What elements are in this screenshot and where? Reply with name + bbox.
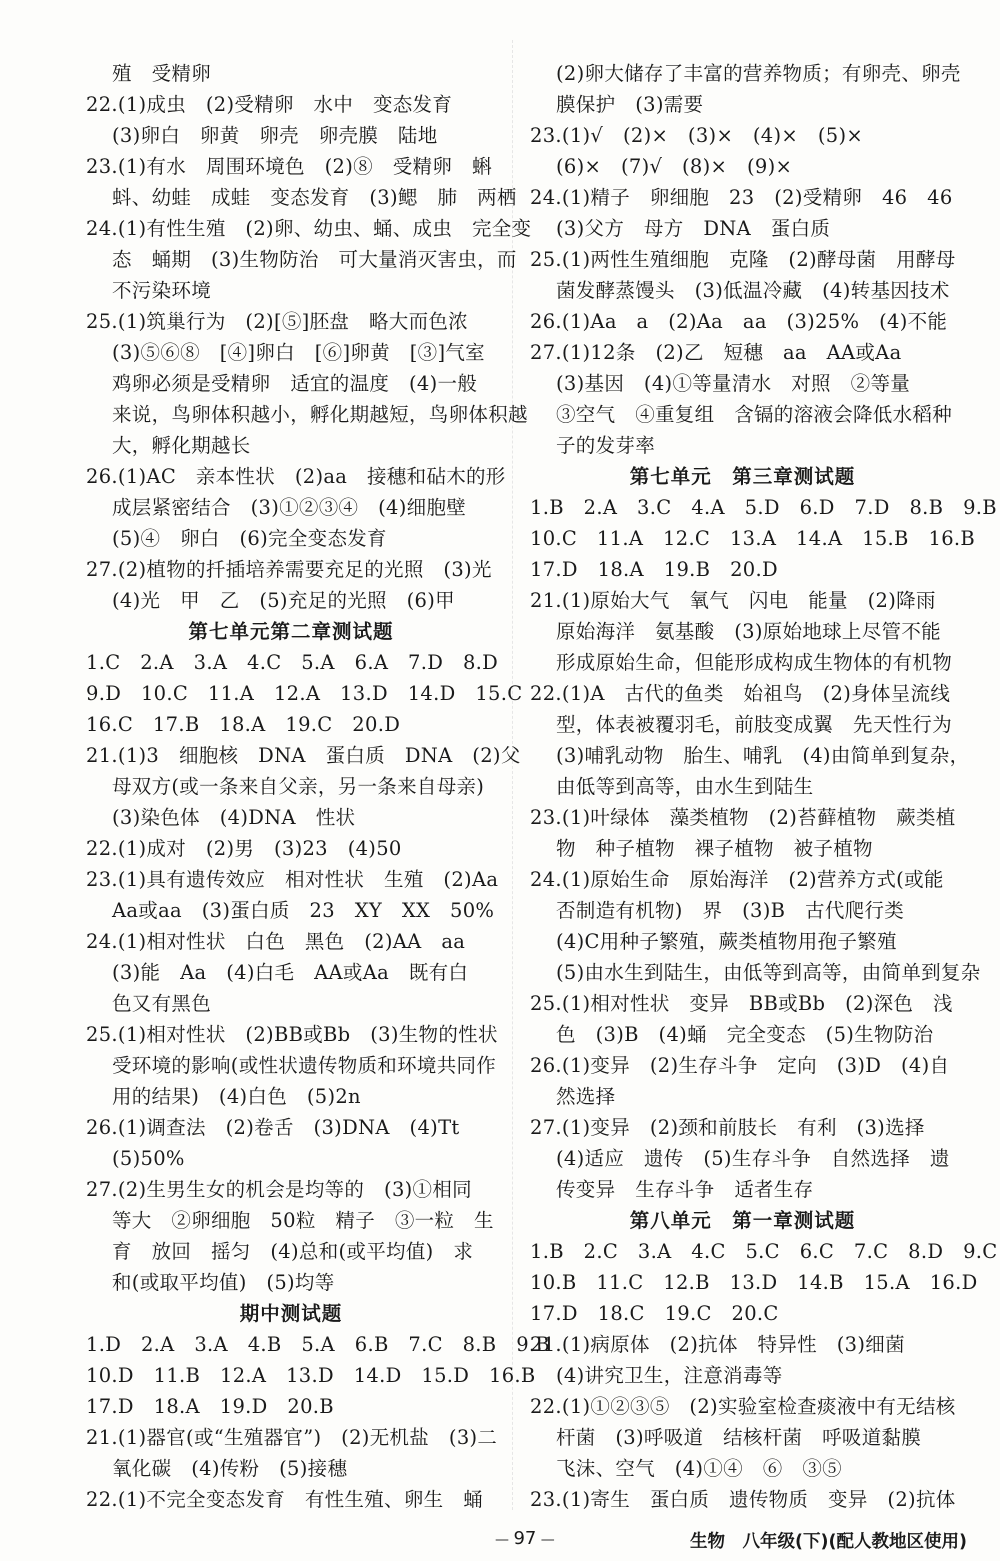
- answer-line: 17.D 18.A 19.D 20.B: [86, 1395, 334, 1418]
- section-heading: 期中测试题: [239, 1302, 343, 1325]
- answer-line: 21.(1)病原体 (2)抗体 特异性 (3)细菌: [530, 1333, 905, 1356]
- answer-line: (2)卵大储存了丰富的营养物质；有卵壳、卵壳: [556, 62, 961, 85]
- answer-line: 否制造有机物) 界 (3)B 古代爬行类: [556, 899, 905, 922]
- answer-line: ③空气 ④重复组 含镉的溶液会降低水稻种: [556, 403, 953, 426]
- answer-line: 10.D 11.B 12.A 13.D 14.D 15.D 16.B: [86, 1364, 536, 1387]
- answer-line: (3)⑤⑥⑧ [④]卵白 [⑥]卵黄 [③]气室: [112, 341, 485, 364]
- answer-line: (4)适应 遗传 (5)生存斗争 自然选择 遗: [556, 1147, 950, 1170]
- answer-line: (3)哺乳动物 胎生、哺乳 (4)由简单到复杂，: [556, 744, 970, 767]
- answer-line: 鸡卵必须是受精卵 适宜的温度 (4)一般: [112, 372, 478, 395]
- answer-line: 不污染环境: [112, 279, 212, 302]
- answer-line: 菌发酵蒸馒头 (3)低温冷藏 (4)转基因技术: [556, 279, 950, 302]
- answer-line: 9.D 10.C 11.A 12.A 13.D 14.D 15.C: [86, 682, 523, 705]
- answer-line: 大，孵化期越长: [112, 434, 251, 457]
- answer-line: 杆菌 (3)呼吸道 结核杆菌 呼吸道黏膜: [556, 1426, 922, 1449]
- answer-line: (3)卵白 卵黄 卵壳 卵壳膜 陆地: [112, 124, 438, 147]
- answer-line: (4)光 甲 乙 (5)充足的光照 (6)甲: [112, 589, 455, 612]
- answer-line: 23.(1)√ (2)× (3)× (4)× (5)×: [530, 124, 864, 147]
- answer-line: 蚪、幼蛙 成蛙 变态发育 (3)鳃 肺 两栖: [112, 186, 517, 209]
- answer-line: 27.(2)植物的扦插培养需要充足的光照 (3)光: [86, 558, 492, 581]
- answer-line: (3)能 Aa (4)白毛 AA或Aa 既有白: [112, 961, 469, 984]
- answer-line: 22.(1)成对 (2)男 (3)23 (4)50: [86, 837, 402, 860]
- answer-line: 1.B 2.A 3.C 4.A 5.D 6.D 7.D 8.B 9.B: [530, 496, 997, 519]
- answer-line: 态 蛹期 (3)生物防治 可大量消灭害虫，而: [112, 248, 517, 271]
- answer-line: 形成原始生命，但能形成构成生物体的有机物: [556, 651, 953, 674]
- answer-line: 传变异 生存斗争 适者生存: [556, 1178, 814, 1201]
- answer-line: 22.(1)不完全变态发育 有性生殖、卵生 蛹: [86, 1488, 484, 1511]
- answer-line: 26.(1)Aa a (2)Aa aa (3)25% (4)不能: [530, 310, 948, 333]
- answer-line: 17.D 18.A 19.B 20.D: [530, 558, 778, 581]
- answer-line: (5)④ 卵白 (6)完全变态发育: [112, 527, 387, 550]
- answer-line: 氧化碳 (4)传粉 (5)接穗: [112, 1457, 348, 1480]
- answer-line: (6)× (7)√ (8)× (9)×: [556, 155, 793, 178]
- answer-line: 23.(1)具有遗传效应 相对性状 生殖 (2)Aa: [86, 868, 499, 891]
- answer-line: 膜保护 (3)需要: [556, 93, 704, 116]
- right-answer-column: [530, 58, 998, 1515]
- answer-line: Aa或aa (3)蛋白质 23 XY XX 50%: [112, 899, 495, 922]
- answer-line: 1.C 2.A 3.A 4.C 5.A 6.A 7.D 8.D: [86, 651, 499, 674]
- answer-line: 等大 ②卵细胞 50粒 精子 ③一粒 生: [112, 1209, 494, 1232]
- answer-line: 由低等到高等，由水生到陆生: [556, 775, 814, 798]
- answer-line: 23.(1)有水 周围环境色 (2)⑧ 受精卵 蝌: [86, 155, 492, 178]
- answer-line: 母双方(或一条来自父亲，另一条来自母亲): [112, 775, 485, 798]
- answer-line: 24.(1)有性生殖 (2)卵、幼虫、蛹、成虫 完全变: [86, 217, 532, 240]
- answer-line: 25.(1)相对性状 变异 BB或Bb (2)深色 浅: [530, 992, 953, 1015]
- answer-line: 物 种子植物 裸子植物 被子植物: [556, 837, 873, 860]
- answer-line: 22.(1)成虫 (2)受精卵 水中 变态发育: [86, 93, 453, 116]
- answer-line: 来说，鸟卵体积越小，孵化期越短，鸟卵体积越: [112, 403, 528, 426]
- answer-line: 25.(1)两性生殖细胞 克隆 (2)酵母菌 用酵母: [530, 248, 956, 271]
- answer-line: 23.(1)寄生 蛋白质 遗传物质 变异 (2)抗体: [530, 1488, 956, 1511]
- answer-line: 26.(1)AC 亲本性状 (2)aa 接穗和砧木的形: [86, 465, 506, 488]
- answer-line: (3)基因 (4)①等量清水 对照 ②等量: [556, 372, 911, 395]
- answer-line: 育 放回 摇匀 (4)总和(或平均值) 求: [112, 1240, 474, 1263]
- answer-line: 21.(1)原始大气 氧气 闪电 能量 (2)降雨: [530, 589, 936, 612]
- book-info: 生物 八年级(下)(配人教地区使用): [690, 1532, 967, 1552]
- answer-line: 26.(1)调查法 (2)卷舌 (3)DNA (4)Tt: [86, 1116, 460, 1139]
- answer-line: (4)C用种子繁殖，蕨类植物用孢子繁殖: [556, 930, 897, 953]
- answer-line: 27.(1)变异 (2)颈和前肢长 有利 (3)选择: [530, 1116, 925, 1139]
- answer-line: 21.(1)器官(或“生殖器官”) (2)无机盐 (3)二: [86, 1426, 498, 1449]
- answer-line: (5)50%: [112, 1147, 185, 1170]
- answer-line: 1.B 2.C 3.A 4.C 5.C 6.C 7.C 8.D 9.C: [530, 1240, 998, 1263]
- answer-line: 22.(1)①②③⑤ (2)实验室检查痰液中有无结核: [530, 1395, 956, 1418]
- answer-line: 和(或取平均值) (5)均等: [112, 1271, 335, 1294]
- section-heading: 第七单元 第三章测试题: [629, 465, 856, 488]
- answer-line: 然选择: [556, 1085, 616, 1108]
- answer-line: 17.D 18.C 19.C 20.C: [530, 1302, 779, 1325]
- answer-line: 10.C 11.A 12.C 13.A 14.A 15.B 16.B: [530, 527, 976, 550]
- answer-line: 型，体表被覆羽毛，前肢变成翼 先天性行为: [556, 713, 953, 736]
- page-number: — 97 —: [495, 1528, 555, 1549]
- answer-line: 原始海洋 氨基酸 (3)原始地球上尽管不能: [556, 620, 941, 643]
- answer-line: 27.(2)生男生女的机会是均等的 (3)①相同: [86, 1178, 472, 1201]
- answer-line: 成层紧密结合 (3)①②③④ (4)细胞壁: [112, 496, 467, 519]
- answer-line: 16.C 17.B 18.A 19.C 20.D: [86, 713, 401, 736]
- answer-line: 殖 受精卵: [112, 62, 212, 85]
- answer-line: (3)父方 母方 DNA 蛋白质: [556, 217, 831, 240]
- answer-line: 24.(1)原始生命 原始海洋 (2)营养方式(或能: [530, 868, 944, 891]
- answer-line: 子的发芽率: [556, 434, 656, 457]
- answer-line: 飞沫、空气 (4)①④ ⑥ ③⑤: [556, 1457, 842, 1480]
- answer-line: 25.(1)相对性状 (2)BB或Bb (3)生物的性状: [86, 1023, 498, 1046]
- left-answer-column: [86, 58, 551, 1515]
- answer-line: 受环境的影响(或性状遗传物质和环境共同作: [112, 1054, 497, 1077]
- answer-line: 色 (3)B (4)蛹 完全变态 (5)生物防治: [556, 1023, 934, 1046]
- answer-line: 24.(1)相对性状 白色 黑色 (2)AA aa: [86, 930, 466, 953]
- answer-line: 色又有黑色: [112, 992, 212, 1015]
- page-footer: [0, 1528, 1000, 1554]
- answer-line: 25.(1)筑巢行为 (2)[⑤]胚盘 略大而色浓: [86, 310, 468, 333]
- answer-line: (4)讲究卫生，注意消毒等: [556, 1364, 783, 1387]
- answer-line: 10.B 11.C 12.B 13.D 14.B 15.A 16.D: [530, 1271, 978, 1294]
- answer-line: 26.(1)变异 (2)生存斗争 定向 (3)D (4)自: [530, 1054, 950, 1077]
- answer-line: 27.(1)12条 (2)乙 短穗 aa AA或Aa: [530, 341, 902, 364]
- section-heading: 第七单元第二章测试题: [188, 620, 394, 643]
- answer-line: 22.(1)A 古代的鱼类 始祖鸟 (2)身体呈流线: [530, 682, 951, 705]
- answer-line: (5)由水生到陆生，由低等到高等，由简单到复杂: [556, 961, 981, 984]
- answer-line: 1.D 2.A 3.A 4.B 5.A 6.B 7.C 8.B 9.B: [86, 1333, 551, 1356]
- answer-line: 21.(1)3 细胞核 DNA 蛋白质 DNA (2)父: [86, 744, 521, 767]
- answer-line: 24.(1)精子 卵细胞 23 (2)受精卵 46 46: [530, 186, 953, 209]
- answer-line: (3)染色体 (4)DNA 性状: [112, 806, 356, 829]
- answer-line: 23.(1)叶绿体 藻类植物 (2)苔藓植物 蕨类植: [530, 806, 956, 829]
- section-heading: 第八单元 第一章测试题: [629, 1209, 856, 1232]
- answer-line: 用的结果) (4)白色 (5)2n: [112, 1085, 361, 1108]
